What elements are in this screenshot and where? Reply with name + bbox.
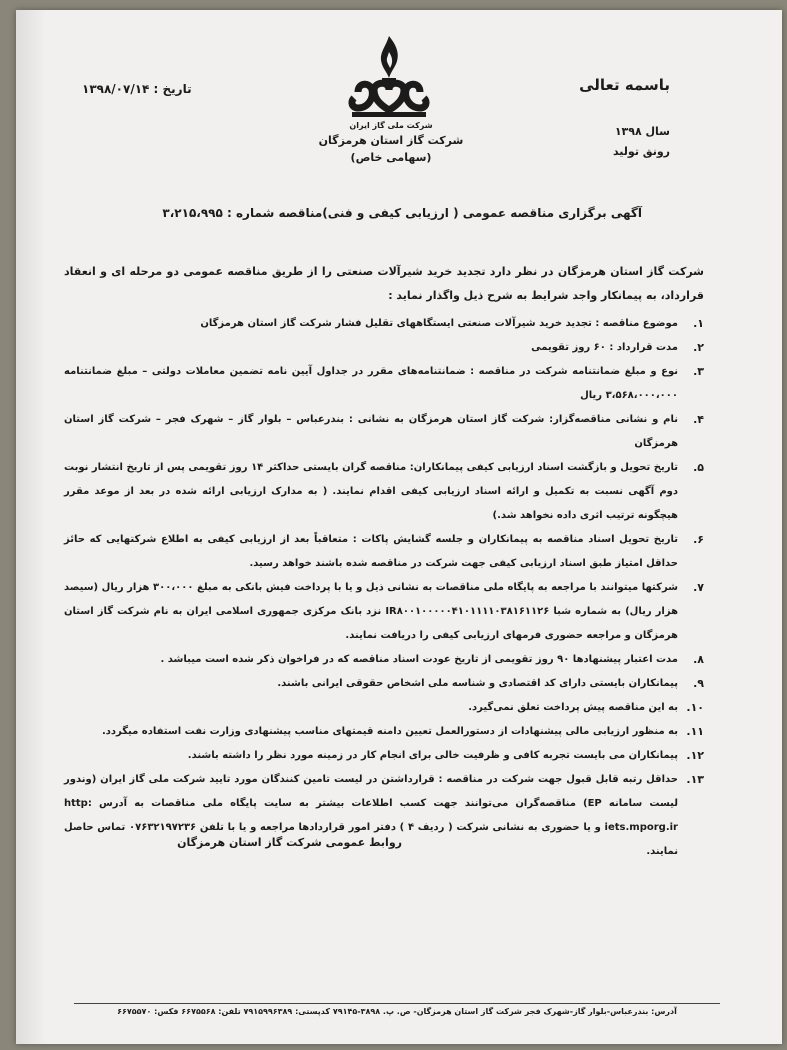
item-number: ۷.: [693, 581, 704, 594]
list-item: [64, 456, 704, 528]
item-text: پیمانکاران بایستی دارای کد اقتصادی و شناسه ملی اشخاص حقوقی ایرانی باشند.: [277, 678, 678, 689]
company-name: شرکت گاز استان هرمزگان: [318, 134, 464, 147]
date-label: تاریخ :: [153, 82, 192, 96]
gas-company-flame-logo-icon: [344, 32, 434, 124]
company-type: (سهامی خاص): [350, 151, 432, 164]
year-motto: رونق تولید: [612, 145, 670, 158]
signature-line: روابط عمومی شرکت گاز استان هرمزگان: [177, 836, 402, 849]
item-text: تاریخ تحویل و بازگشت اسناد ارزیابی کیفی پیمانکاران: مناقصه گران بایستی حداکثر ۱۴ روز تقویمی پس از تاریخ انتشار نوبت دوم آگهی نسبت به تکمیل و ارائه اسناد ارزیابی کیفی اقدام نمایند. ( به مدارک ارزیابی ارائه شده در بعد از موعد مقرر هیچگونه ترتیب اثری داده نخواهد شد.): [64, 462, 678, 521]
date-value: ۱۳۹۸/۰۷/۱۴: [82, 82, 150, 96]
footer-divider: [74, 1003, 720, 1004]
item-number: ۸.: [693, 653, 704, 666]
company-name-block: [266, 120, 516, 167]
item-text: مدت اعتبار پیشنهادها ۹۰ روز تقویمی از تاریخ عودت اسناد مناقصه که در فراخوان ذکر شده است میباشد .: [160, 654, 678, 665]
list-item: [64, 696, 704, 720]
year-label: سال ۱۳۹۸: [614, 125, 670, 138]
letter-page: [16, 10, 782, 1044]
item-number: ۳.: [693, 365, 704, 378]
tender-title: آگهی برگزاری مناقصه عمومی ( ارزیابی کیفی و فنی)مناقصه شماره : ۳،۲۱۵،۹۹۵: [162, 206, 642, 220]
list-item: [64, 768, 704, 864]
item-text: به منظور ارزیابی مالی پیشنهادات از دستورالعمل تعیین دامنه قیمتهای مناسب پیشنهادی وزارت نفت استفاده میگردد.: [101, 726, 678, 737]
list-item: [64, 720, 704, 744]
list-item: [64, 408, 704, 456]
list-item: [64, 672, 704, 696]
item-number: ۱۲.: [686, 749, 704, 762]
item-number: ۱۰.: [686, 701, 704, 714]
item-number: ۱.: [693, 317, 704, 330]
item-text: نام و نشانی مناقصه‌گزار: شرکت گاز استان هرمزگان به نشانی : بندرعباس – بلوار گاز – شهرک فجر – شرکت گاز استان هرمزگان: [64, 414, 678, 449]
item-number: ۵.: [693, 461, 704, 474]
item-number: ۶.: [693, 533, 704, 546]
item-text: تاریخ تحویل اسناد مناقصه به پیمانکاران و جلسه گشایش پاکات : متعاقباً بعد از ارزیابی کیفی به اطلاع شرکتهایی که حائز حداقل امتیاز طبق اسناد ارزیابی کیفی جهت شرکت در مناقصه شده باشند خواهد رسید.: [64, 534, 678, 569]
list-item: [64, 576, 704, 648]
item-number: ۱۱.: [686, 725, 704, 738]
list-item: [64, 360, 704, 408]
item-text: موضوع مناقصه : تجدید خرید شیرآلات صنعتی ایستگاههای تقلیل فشار شرکت گاز استان هرمزگان: [200, 318, 678, 329]
item-number: ۲.: [693, 341, 704, 354]
item-text: مدت قرارداد : ۶۰ روز تقویمی: [531, 342, 678, 353]
company-national-label: شرکت ملی گاز ایران: [349, 121, 433, 130]
bismillah-heading: باسمه تعالی: [579, 76, 670, 94]
item-number: ۱۳.: [686, 773, 704, 786]
list-item: [64, 648, 704, 672]
intro-paragraph: شرکت گاز استان هرمزگان در نظر دارد تجدید خرید شیرآلات صنعتی را از طریق مناقصه عمومی دو مرحله ای و انعقاد قرارداد، به پیمانکار واجد شرایط به شرح ذیل واگذار نماید :: [64, 265, 704, 302]
item-text: حداقل رتبه قابل قبول جهت شرکت در مناقصه : قرارداشتن در لیست تامین کنندگان مورد تایید شرکت ملی گاز ایران (وندور لیست سامانه EP) مناقصه‌گران می‌توانند جهت کسب اطلاعات بیشتر به سایت پایگاه ملی مناقصات به آدرس http: iets.mporg.ir و یا حضوری به نشانی شرکت ( ردیف ۴ ) دفتر امور قراردادها مراجعه و یا با تلفن ۰۷۶۳۲۱۹۷۲۳۶ تماس حاصل نمایند.: [64, 774, 678, 857]
year-motto-block: [613, 122, 670, 162]
item-number: ۴.: [693, 413, 704, 426]
tender-conditions-list: [64, 312, 704, 864]
item-text: شرکتها میتوانند با مراجعه به پایگاه ملی مناقصات به نشانی ذیل و یا با پرداخت فیش بانکی به مبلغ ۳۰۰،۰۰۰ هزار ریال (سیصد هزار ریال) به شماره شبا IR۸۰۰۱۰۰۰۰۰۴۱۰۱۱۱۱۰۳۸۱۶۱۱۲۶ نزد بانک مرکزی جمهوری اسلامی ایران به نام شرکت گاز استان هرمزگان و مراجعه حضوری فرمهای ارزیابی کیفی را دریافت نمایند.: [64, 582, 679, 641]
list-item: [64, 528, 704, 576]
list-item: [64, 336, 704, 360]
item-text: نوع و مبلغ ضمانتنامه شرکت در مناقصه : ضمانتنامه‌های مقرر در جداول آیین نامه تضمین معاملات دولتی – مبلغ ضمانتنامه ۳،۵۶۸،۰۰۰،۰۰۰ ریال: [64, 366, 678, 401]
item-text: به این مناقصه پیش پرداخت تعلق نمی‌گیرد.: [468, 702, 678, 713]
list-item: [64, 312, 704, 336]
paper-shadow: [16, 10, 46, 1044]
item-number: ۹.: [693, 677, 704, 690]
list-item: [64, 744, 704, 768]
date-line: [82, 82, 192, 96]
item-text: پیمانکاران می بایست تجربه کافی و ظرفیت خالی برای انجام کار در زمینه مورد نظر را داشته باشند.: [187, 750, 678, 761]
footer-address: آدرس: بندرعباس-بلوار گاز-شهرک فجر شرکت گاز استان هرمزگان- ص. پ. ۳۸۹۸-۷۹۱۴۵ کدپستی: ۷۹۱۵۹۹۶۳۸۹ تلفن: ۶۶۷۵۵۶۸ فکس: ۶۶۷۵۵۷۰: [117, 1007, 677, 1016]
